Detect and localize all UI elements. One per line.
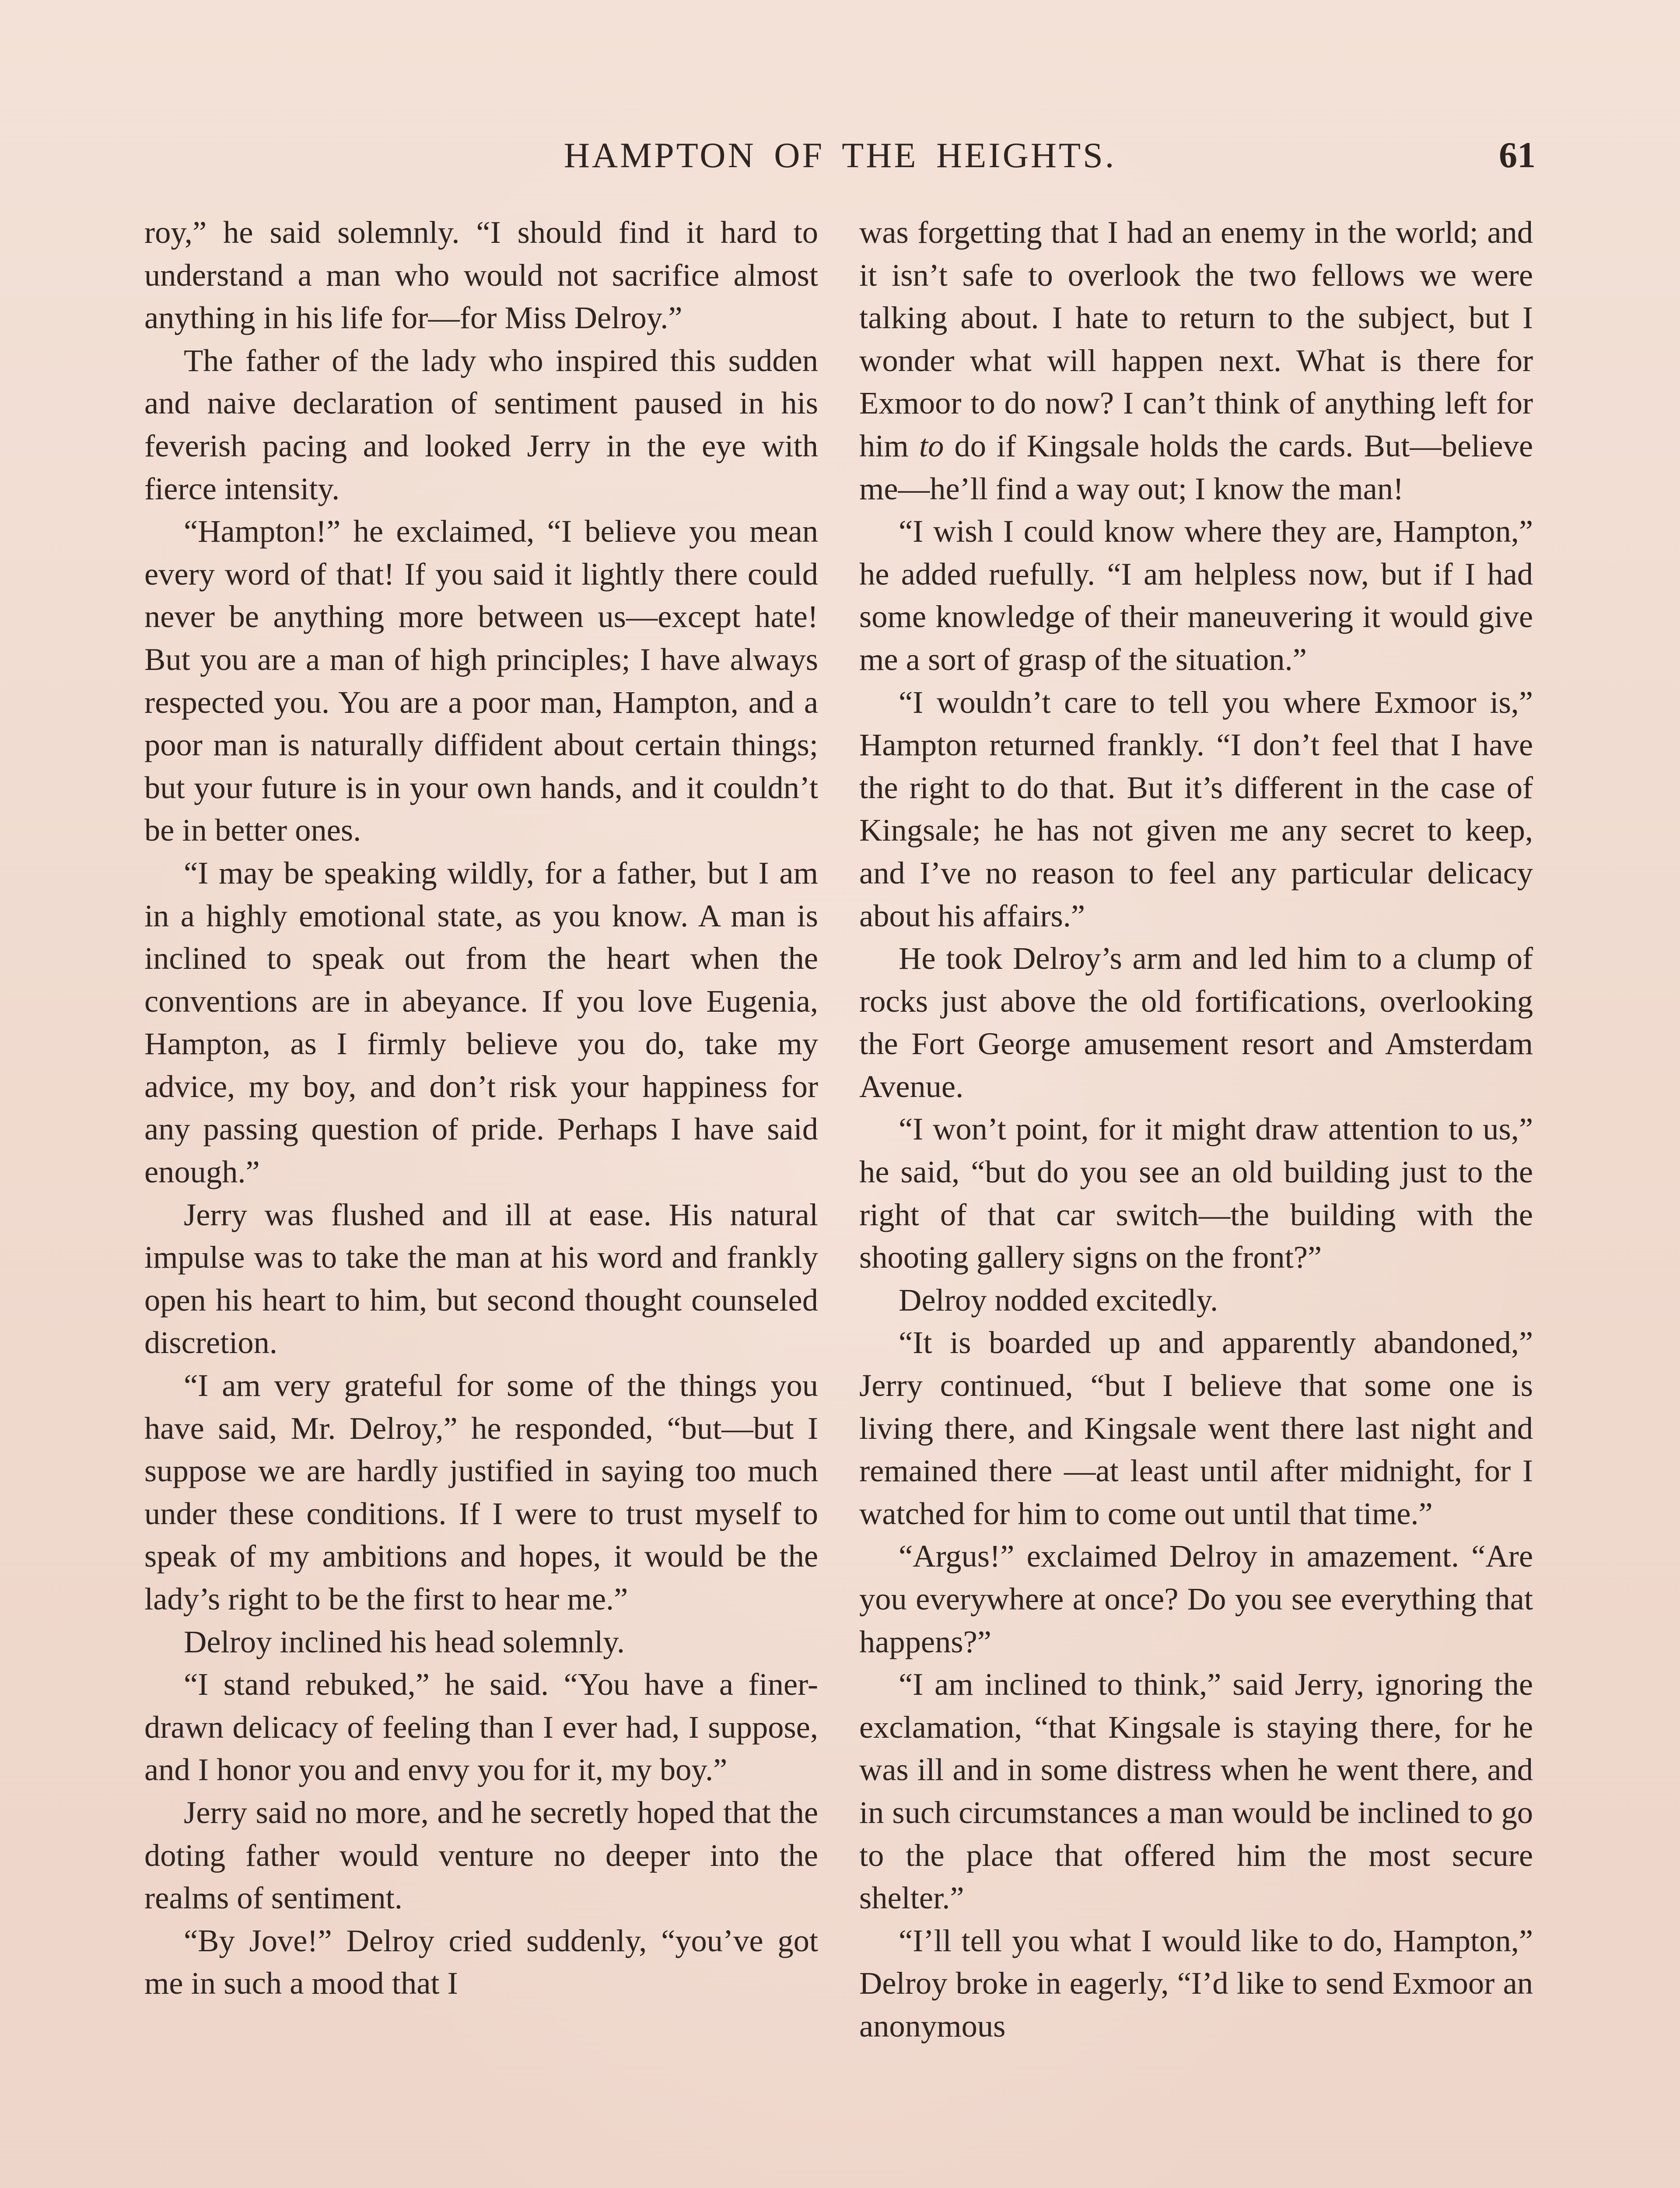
paragraph bbox=[859, 211, 1533, 510]
paragraph: “I wouldn’t care to tell you where Exmoor is,” Hampton returned frankly. “I don’t feel that I have the right to do that. But it’s different in the case of Kingsale; he has not given me any secret to keep, and I’ve no reason to feel any particular delicacy about his affairs.” bbox=[859, 684, 1533, 933]
paragraph: “I wish I could know where they are, Hampton,” he added ruefully. “I am helpless now, but if I had some knowledge of their maneuvering it would give me a sort of grasp of the situation.” bbox=[859, 513, 1533, 677]
paragraph: Delroy inclined his head solemnly. bbox=[184, 1623, 625, 1659]
paragraph: “I am very grateful for some of the things you have said, Mr. Delroy,” he responded, “but—but I suppose we are hardly justified in saying too much under these conditions. If I were to trust myself to speak of my ambitions and hopes, it would be the lady’s right to be the first to hear me.” bbox=[144, 1368, 818, 1616]
paragraph: “Hampton!” he exclaimed, “I believe you mean every word of that! If you said it lightly there could never be anything more between us—except hate! But you are a man of high principles; I have always respected you. You are a poor man, Hampton, and a poor man is naturally diffident about certain things; but your future is in your own hands, and it couldn’t be in better ones. bbox=[144, 513, 818, 848]
paragraph: roy,” he said solemnly. “I should find it hard to understand a man who would not sacrifice almost anything in his life for—for Miss Delroy.” bbox=[144, 214, 818, 336]
paragraph: “I may be speaking wildly, for a father, but I am in a highly emotional state, as you know. A man is inclined to speak out from the heart when the conventions are in abeyance. If you love Eugenia, Hampton, as I firmly believe you do, take my advice, my boy, and don’t risk your happiness for any passing question of pride. Perhaps I have said enough.” bbox=[144, 855, 818, 1190]
paragraph: “I’ll tell you what I would like to do, Hampton,” Delroy broke in eagerly, “I’d like to send Exmoor an anonymous bbox=[859, 1922, 1533, 2044]
left-column bbox=[144, 211, 818, 2188]
paragraph: Jerry said no more, and he secretly hoped that the doting father would venture no deeper into the realms of sentiment. bbox=[144, 1794, 818, 1916]
paragraph: “By Jove!” Delroy cried suddenly, “you’ve got me in such a mood that I bbox=[144, 1922, 818, 2001]
paragraph: Jerry was flushed and ill at ease. His natural impulse was to take the man at his word and frankly open his heart to him, but second thought counseled discretion. bbox=[144, 1196, 818, 1360]
paragraph: He took Delroy’s arm and led him to a clump of rocks just above the old fortifications, overlooking the Fort George amusement resort and Amsterdam Avenue. bbox=[859, 940, 1533, 1104]
italic-word: to bbox=[919, 428, 944, 463]
paragraph: “I won’t point, for it might draw attention to us,” he said, “but do you see an old building just to the right of that car switch—the building with the shooting gallery signs on the front?” bbox=[859, 1111, 1533, 1275]
paragraph: “It is boarded up and apparently abandoned,” Jerry continued, “but I believe that some one is living there, and Kingsale went there last night and remained there —at least until after midnight, for I watched for him to come out until that time.” bbox=[859, 1325, 1533, 1531]
page-number: 61 bbox=[1499, 135, 1536, 175]
right-column bbox=[859, 211, 1533, 2188]
paragraph: “Argus!” exclaimed Delroy in amazement. “Are you everywhere at once? Do you see everything that happens?” bbox=[859, 1538, 1533, 1659]
running-title: HAMPTON OF THE HEIGHTS. bbox=[564, 135, 1116, 175]
paragraph: “I am inclined to think,” said Jerry, ignoring the exclamation, “that Kingsale is staying there, for he was ill and in some distress when he went there, and in such circumstances a man would be inclined to go to the place that offered him the most secure shelter.” bbox=[859, 1666, 1533, 1916]
running-head bbox=[144, 131, 1536, 184]
paragraph: The father of the lady who inspired this sudden and naive declaration of sentiment paused in his feverish pacing and looked Jerry in the eye with fierce intensity. bbox=[144, 342, 818, 506]
paragraph: “I stand rebuked,” he said. “You have a finer-drawn delicacy of feeling than I ever had, I suppose, and I honor you and envy you for it, my boy.” bbox=[144, 1666, 818, 1788]
paragraph-text: do if Kingsale holds the cards. But—believe me—he’ll find a way out; I know the man! bbox=[859, 428, 1533, 506]
paragraph-text: was forgetting that I had an enemy in the world; and it isn’t safe to overlook the two fellows we were talking about. I hate to return to the subject, but I wonder what will happen next. What is there for Exmoor to do now? I can’t think of anything left for him bbox=[859, 214, 1533, 463]
paragraph: Delroy nodded excitedly. bbox=[899, 1282, 1218, 1318]
